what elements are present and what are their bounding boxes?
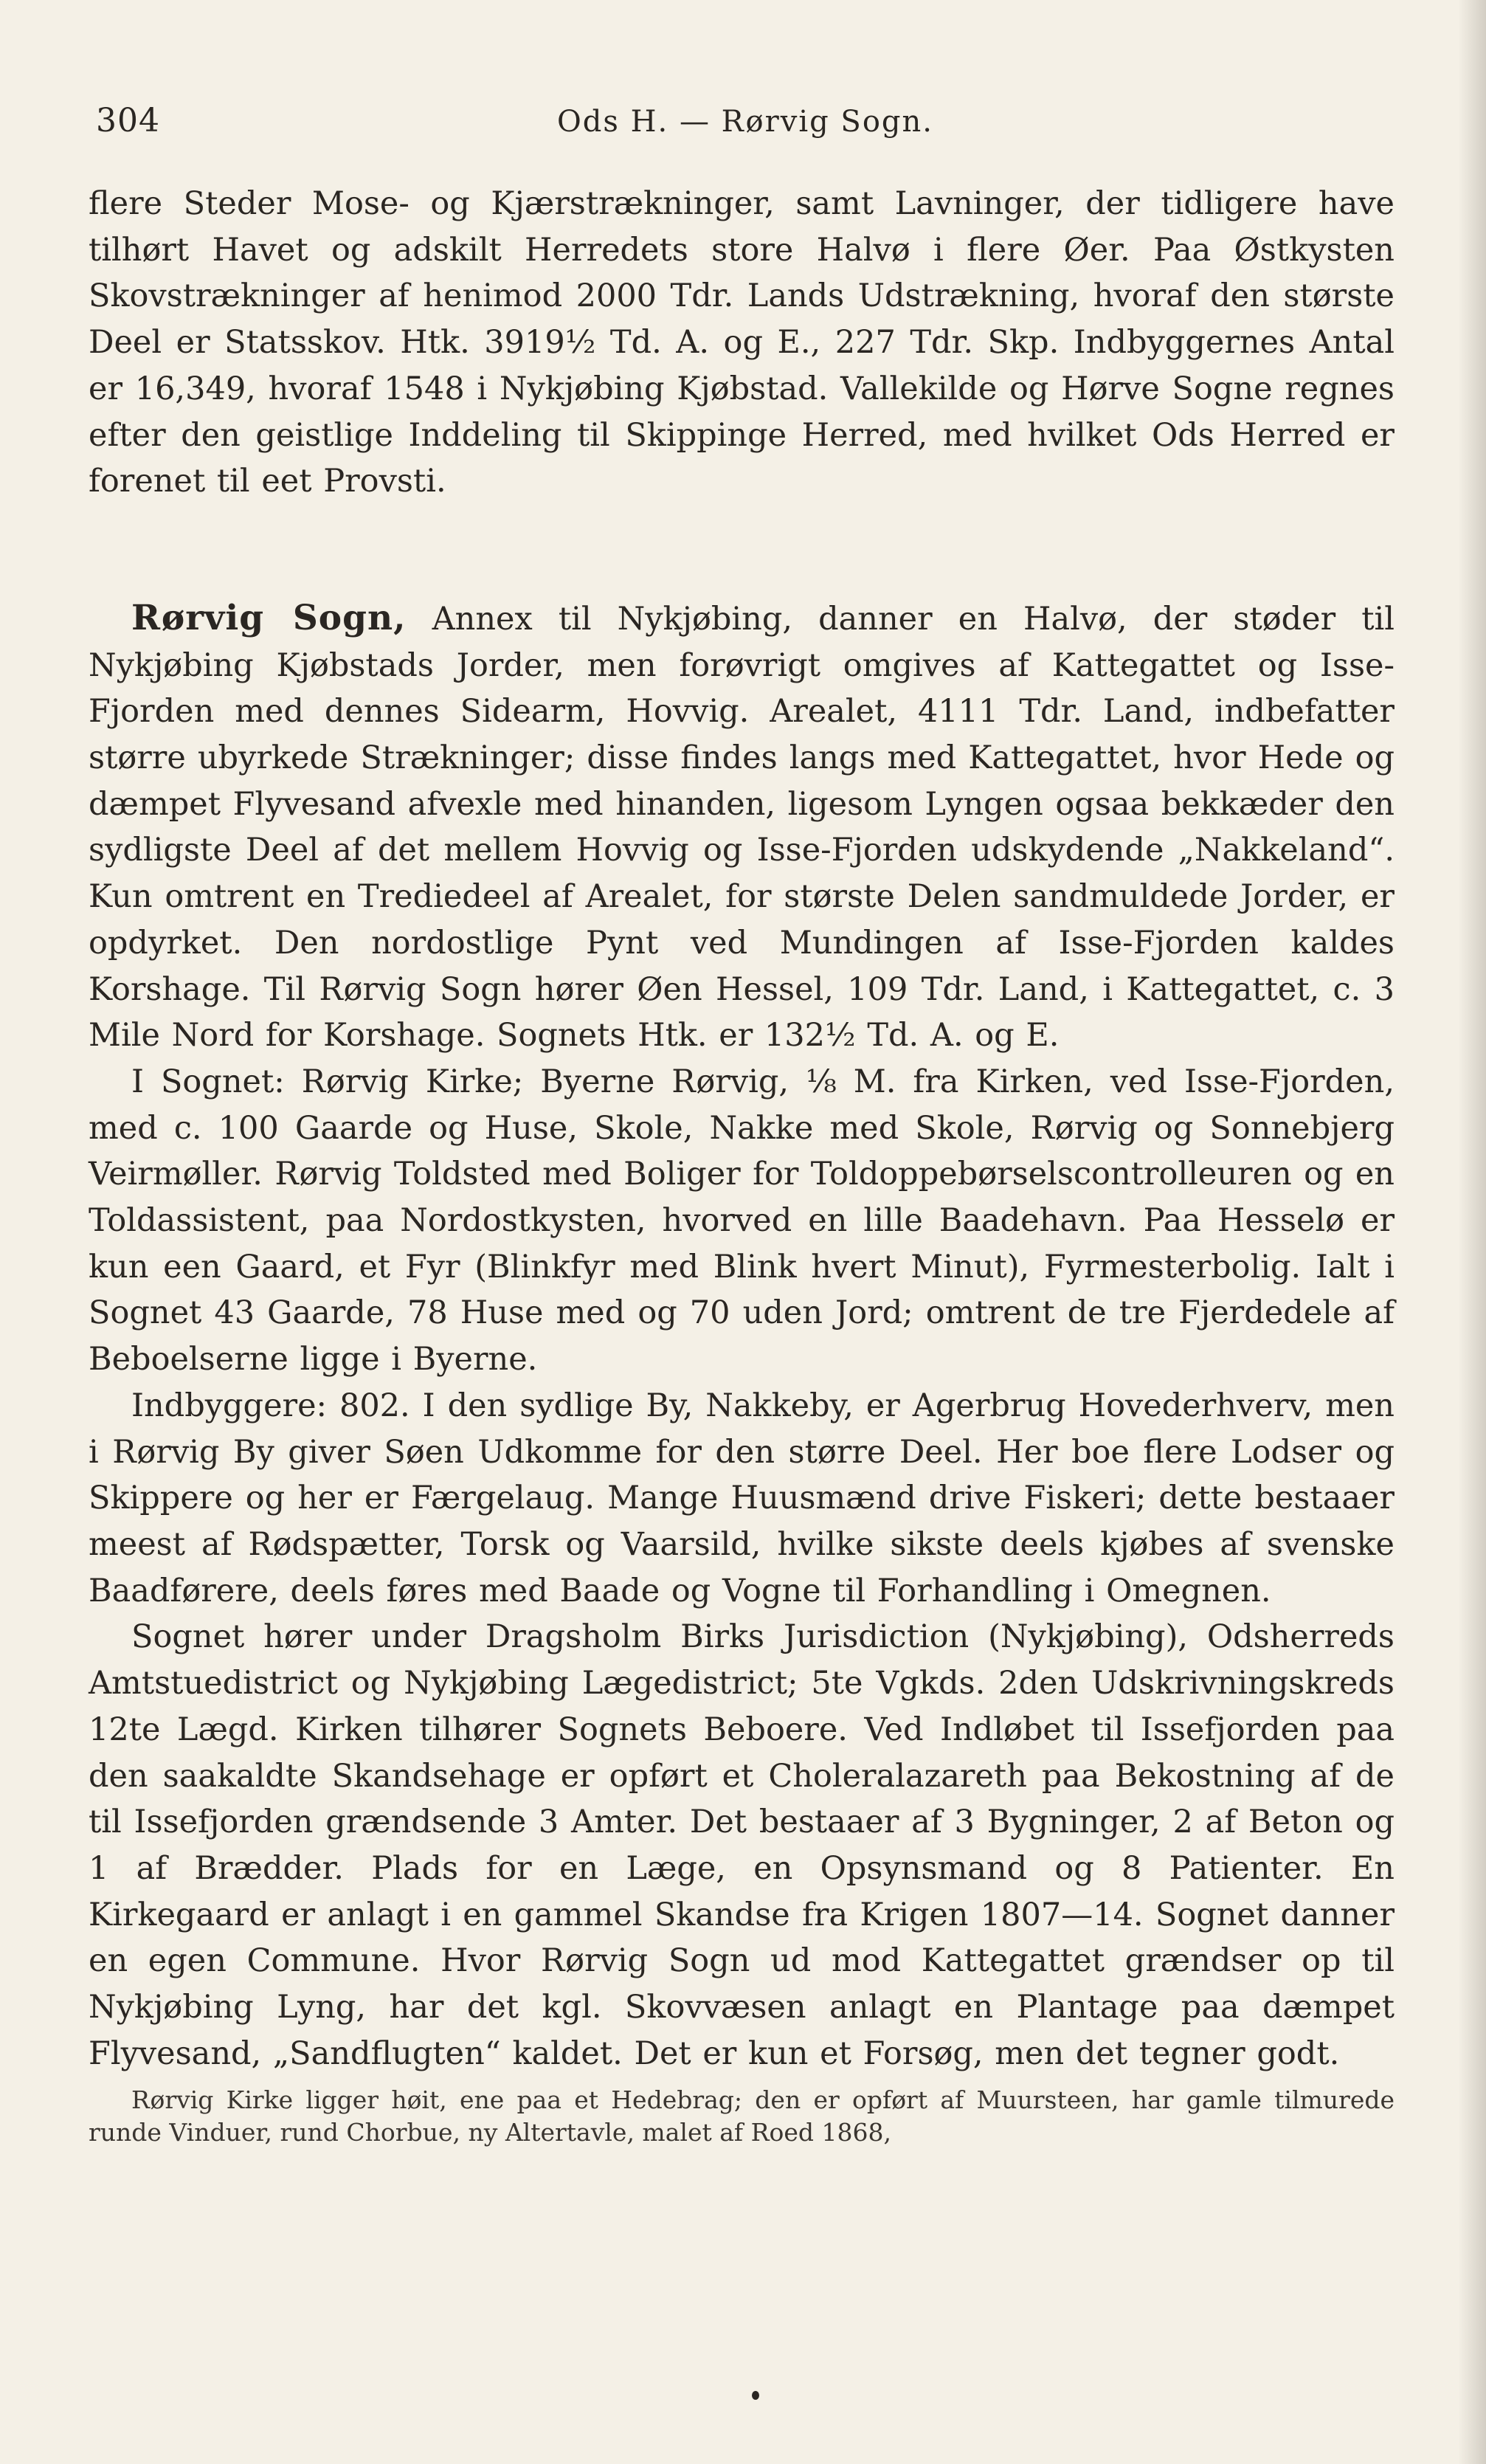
intro-paragraph: flere Steder Mose- og Kjærstrækninger, samt Lavninger, der tidligere have tilhørt Havet og adskilt Herredets store Halvø i flere Øer. Paa Østkysten Skovstrækninger af henimod 2000 Tdr. Lands Udstrækning, hvoraf den største Deel er Statsskov. Htk. 3919½ Td. A. og E., 227 Tdr. Skp. Indbyggernes Antal er 16,349, hvoraf 1548 i Nykjøbing Kjøbstad. Vallekilde og Hørve Sogne regnes efter den geistlige Inddeling til Skippinge Herred, med hvilket Ods Herred er forenet til eet Provsti. bbox=[89, 185, 1395, 500]
page-number: 304 bbox=[96, 102, 160, 139]
page-body bbox=[89, 181, 1395, 2149]
entry-heading: Rørvig Sogn, bbox=[131, 597, 407, 638]
page-header bbox=[96, 102, 1395, 146]
entry-first-paragraph bbox=[89, 596, 1395, 1059]
bullet-mark bbox=[752, 2391, 759, 2400]
entry-first-paragraph-text: Annex til Nykjøbing, danner en Halvø, der støder til Nykjøbing Kjøbstads Jorder, men forøvrigt omgives af Kattegattet og Isse-Fjorden med dennes Sidearm, Hovvig. Arealet, 4111 Tdr. Land, indbefatter større ubyrkede Strækninger; disse findes langs med Kattegattet, hvor Hede og dæmpet Flyvesand afvexle med hinanden, ligesom Lyngen ogsaa bekkæder den sydligste Deel af det mellem Hovvig og Isse-Fjorden udskydende „Nakkeland“. Kun omtrent en Trediedeel af Arealet, for største Delen sandmuldede Jorder, er opdyrket. Den nordostlige Pynt ved Mundingen af Isse-Fjorden kaldes Korshage. Til Rørvig Sogn hører Øen Hessel, 109 Tdr. Land, i Kattegattet, c. 3 Mile Nord for Korshage. Sognets Htk. er 132½ Td. A. og E. bbox=[89, 600, 1395, 1055]
paragraph-jurisdiction: Sognet hører under Dragsholm Birks Jurisdiction (Nykjøbing), Odsherreds Amtstuedistrict og Nykjøbing Lægedistrict; 5te Vgkds. 2den Udskrivningskreds 12te Lægd. Kirken tilhører Sognets Beboere. Ved Indløbet til Issefjorden paa den saakaldte Skandsehage er opført et Choleralazareth paa Bekostning af de til Issefjorden grændsende 3 Amter. Det bestaaer af 3 Bygninger, 2 af Beton og 1 af Brædder. Plads for en Læge, en Opsynsmand og 8 Patienter. En Kirkegaard er anlagt i en gammel Skandse fra Krigen 1807—14. Sognet danner en egen Commune. Hvor Rørvig Sogn ud mod Kattegattet grændser op til Nykjøbing Lyng, har det kgl. Skovvæsen anlagt en Plantage paa dæmpet Flyvesand, „Sandflugten“ kaldet. Det er kun et Forsøg, men det tegner godt. bbox=[89, 1618, 1395, 2072]
paragraph-indbyggere: Indbyggere: 802. I den sydlige By, Nakkeby, er Agerbrug Hovederhverv, men i Rørvig By giver Søen Udkomme for den større Deel. Her boe flere Lodser og Skippere og her er Færgelaug. Mange Huusmænd drive Fiskeri; dette bestaaer meest af Rødspætter, Torsk og Vaarsild, hvilke sikste deels kjøbes af svenske Baadførere, deels føres med Baade og Vogne til Forhandling i Omegnen. bbox=[89, 1387, 1395, 1609]
running-head: Ods H. — Rørvig Sogn. bbox=[556, 105, 933, 139]
section-gap bbox=[89, 505, 1395, 596]
footnote: Rørvig Kirke ligger høit, ene paa et Hedebrag; den er opført af Muursteen, har gamle tilmurede runde Vinduer, rund Chorbue, ny Altertavle, malet af Roed 1868, bbox=[89, 2085, 1395, 2147]
paragraph-sognet: I Sognet: Rørvig Kirke; Byerne Rørvig, ⅛ M. fra Kirken, ved Isse-Fjorden, med c. 100 Gaarde og Huse, Skole, Nakke med Skole, Rørvig og Sonnebjerg Veirmøller. Rørvig Toldsted med Boliger for Toldoppebørselscontrolleuren og en Toldassistent, paa Nordostkysten, hvorved en lille Baadehavn. Paa Hesselø er kun een Gaard, et Fyr (Blinkfyr med Blink hvert Minut), Fyrmesterbolig. Ialt i Sognet 43 Gaarde, 78 Huse med og 70 uden Jord; omtrent de tre Fjerdedele af Beboelserne ligge i Byerne. bbox=[89, 1063, 1395, 1378]
page-edge-shadow bbox=[1458, 0, 1486, 2464]
